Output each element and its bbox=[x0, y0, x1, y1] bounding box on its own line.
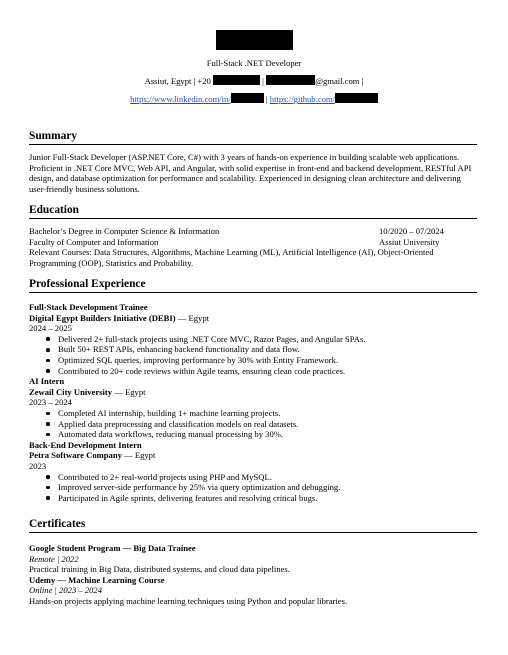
header-title: Full-Stack .NET Developer bbox=[206, 58, 302, 68]
job-bullet: Built 50+ REST APIs, enhancing backend functionality and data flow. bbox=[29, 344, 477, 355]
job-entry bbox=[29, 376, 477, 440]
github-link[interactable]: https://github.com/ bbox=[270, 94, 378, 104]
certificate-entry bbox=[29, 543, 477, 575]
certificates-heading: Certificates bbox=[29, 518, 477, 533]
job-location: — Egypt bbox=[177, 312, 210, 323]
email-domain: @gmail.com | bbox=[315, 76, 364, 86]
job-bullet: Automated data workflows, reducing manual processing by 30%. bbox=[29, 429, 477, 440]
summary-text: Junior Full-Stack Developer (ASP.NET Core, C#) with 3 years of hands-on experience in building scalable web applications. Proficient in .NET Core MVC, Web API, and Angular, with solid expertise in front-end and backend development, RESTful API design, and database optimization for performance and scalability. Experienced in designing clean architecture and delivering user-friendly business solutions. bbox=[29, 152, 472, 194]
job-location: — Egypt bbox=[114, 386, 146, 397]
job-location: — Egypt bbox=[124, 450, 156, 461]
relevant-courses: Relevant Courses: Data Structures, Algorithms, Machine Learning (ML), Artificial Intelligence (AI), Object-Oriented Programming (OOP), Statistics and Probability. bbox=[29, 247, 434, 268]
redacted-github-handle bbox=[335, 93, 378, 103]
job-bullet: Improved server-side performance by 25% via query optimization and debugging. bbox=[29, 482, 477, 493]
job-dates: 2023 bbox=[29, 460, 47, 471]
redacted-email-user bbox=[266, 75, 315, 85]
education-section bbox=[29, 226, 477, 268]
linkedin-link[interactable]: https://www.linkedin.com/in/ bbox=[130, 94, 264, 104]
certificate-desc: Practical training in Big Data, distributed systems, and cloud data pipelines. bbox=[29, 564, 290, 575]
faculty: Faculty of Computer and Information bbox=[29, 236, 159, 247]
job-role: Back-End Development Intern bbox=[29, 439, 142, 450]
job-bullet: Applied data preprocessing and classification models on real datasets. bbox=[29, 419, 477, 430]
job-entry bbox=[29, 302, 477, 376]
job-bullet: Delivered 2+ full-stack projects using .NET Core MVC, Razor Pages, and Angular SPAs. bbox=[29, 334, 477, 345]
job-company: Zewail City University bbox=[29, 386, 113, 397]
job-role: Full-Stack Development Trainee bbox=[29, 302, 148, 312]
job-entry bbox=[29, 440, 477, 504]
redacted-linkedin-handle bbox=[231, 93, 264, 103]
certificate-title: Udemy — Machine Learning Course bbox=[29, 574, 165, 585]
contact-line bbox=[0, 75, 508, 87]
experience-heading: Professional Experience bbox=[29, 278, 477, 293]
links-line bbox=[0, 93, 508, 105]
degree: Bachelor’s Degree in Computer Science & Information bbox=[29, 226, 220, 236]
job-company: Petra Software Company bbox=[29, 450, 122, 461]
job-bullet: Completed AI internship, building 1+ machine learning projects. bbox=[29, 408, 477, 419]
university: Assiut University bbox=[379, 236, 440, 247]
job-company: Digital Egypt Builders Initiative (DEBI) bbox=[29, 312, 176, 323]
job-bullet: Optimized SQL queries, improving performance by 30% with Entity Framework. bbox=[29, 355, 477, 366]
location-phone: Assiut, Egypt | +20 bbox=[144, 76, 211, 86]
certificate-meta: Online | 2023 – 2024 bbox=[29, 585, 103, 596]
separator: | bbox=[265, 94, 268, 104]
redacted-name bbox=[216, 30, 293, 50]
job-role: AI Intern bbox=[29, 376, 65, 387]
job-dates: 2023 – 2024 bbox=[29, 397, 72, 408]
job-bullet: Contributed to 2+ real-world projects using PHP and MySQL. bbox=[29, 472, 477, 483]
certificate-meta: Remote | 2022 bbox=[29, 553, 79, 564]
education-heading: Education bbox=[29, 204, 477, 219]
education-dates: 10/2020 – 07/2024 bbox=[379, 226, 444, 236]
certificate-desc: Hands-on projects applying machine learning techniques using Python and popular libraries. bbox=[29, 595, 348, 606]
experience-section bbox=[29, 302, 477, 503]
job-bullet: Contributed to 20+ code reviews within Agile teams, ensuring clean code practices. bbox=[29, 366, 477, 377]
job-dates: 2024 – 2025 bbox=[29, 323, 72, 334]
certificates-section bbox=[29, 543, 477, 607]
redacted-phone bbox=[213, 75, 260, 85]
job-bullet: Participated in Agile sprints, delivering features and resolving critical bugs. bbox=[29, 493, 477, 504]
certificate-entry bbox=[29, 575, 477, 607]
summary-section bbox=[29, 152, 477, 194]
separator: | bbox=[262, 76, 264, 86]
certificate-title: Google Student Program — Big Data Trainee bbox=[29, 543, 196, 553]
summary-heading: Summary bbox=[29, 130, 477, 145]
